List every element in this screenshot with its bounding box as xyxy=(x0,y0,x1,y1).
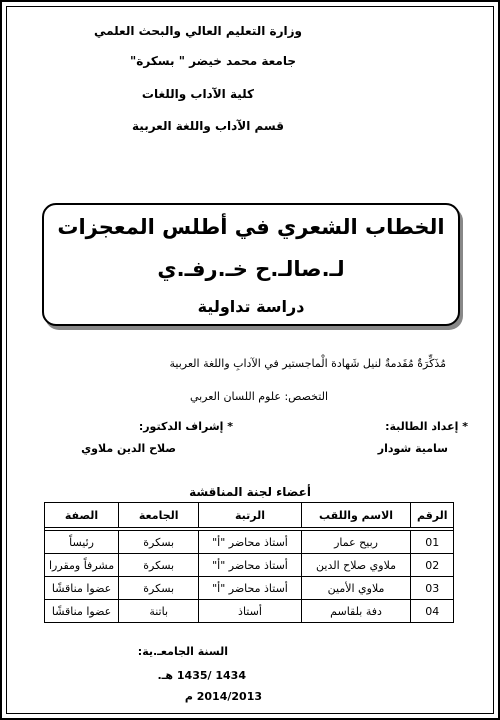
cell-rank: أستاذ محاضر "أ" xyxy=(199,577,301,600)
table-header-row xyxy=(45,503,454,528)
cell-university: بسكرة xyxy=(119,554,199,577)
table-row xyxy=(45,600,454,623)
table-row xyxy=(45,531,454,554)
table-row xyxy=(45,554,454,577)
thesis-title: الخطاب الشعري في أطلس المعجزات xyxy=(57,215,445,239)
ministry-name: وزارة التعليم العالي والبحث العلمي xyxy=(93,24,302,38)
supervisor-label: * إشراف الدكتور: xyxy=(138,420,233,433)
cell-name: ملاوي الأمين xyxy=(301,577,411,600)
cell-name: ربيح عمار xyxy=(301,531,411,554)
thesis-subtitle: دراسة تداولية xyxy=(197,297,305,316)
cell-university: باتنة xyxy=(119,600,199,623)
academic-year-gregorian: 2014/2013 م xyxy=(184,690,262,703)
prepared-by-label: * إعداد الطالبة: xyxy=(385,420,468,433)
university-name: جامعة محمد خيضر " بسكرة" xyxy=(130,54,296,68)
committee-title: أعضاء لجنة المناقشة xyxy=(189,485,311,499)
faculty-name: كلية الآداب واللغات xyxy=(141,87,254,101)
cell-number: 03 xyxy=(411,577,454,600)
memo-description: مُذَكِّرَةٌ مُقَدمةٌ لنيل شَهادة الْماجستير في الآدابِ واللغة العربية xyxy=(169,357,446,370)
cell-role: مشرفاً ومقررا xyxy=(45,554,119,577)
cell-rank: أستاذ محاضر "أ" xyxy=(199,554,301,577)
academic-year-hijri: 1434 /1435 هـ. xyxy=(157,669,246,682)
cell-rank: أستاذ xyxy=(199,600,301,623)
cell-rank: أستاذ محاضر "أ" xyxy=(199,531,301,554)
cell-name: ملاوي صلاح الدين xyxy=(301,554,411,577)
cell-role: رئيساً xyxy=(45,531,119,554)
department-name: قسم الآداب واللغة العربية xyxy=(132,119,284,133)
cell-role: عضوا مناقشًا xyxy=(45,600,119,623)
thesis-title-box xyxy=(42,203,460,326)
cell-name: دفة بلقاسم xyxy=(301,600,411,623)
header-role: الصفة xyxy=(45,503,119,528)
header-name: الاسم واللقب xyxy=(301,503,411,528)
header-university: الجامعة xyxy=(119,503,199,528)
header-number: الرقم xyxy=(411,503,454,528)
cell-role: عضوا مناقشًا xyxy=(45,577,119,600)
specialization: التخصص: علوم اللسان العربي xyxy=(189,390,328,403)
cell-number: 01 xyxy=(411,531,454,554)
table-row xyxy=(45,577,454,600)
committee-table xyxy=(44,502,454,623)
cell-number: 02 xyxy=(411,554,454,577)
header-rank: الرتبة xyxy=(199,503,301,528)
cell-number: 04 xyxy=(411,600,454,623)
cell-university: بسكرة xyxy=(119,577,199,600)
student-name: سامية شودار xyxy=(377,442,448,455)
cell-university: بسكرة xyxy=(119,531,199,554)
supervisor-name: صلاح الدين ملاوي xyxy=(81,442,176,455)
academic-year-label: السنة الجامعـ.ية: xyxy=(137,645,228,658)
thesis-author-subject: لـ.صالـ.ح خـ.رفـ.ي xyxy=(157,257,345,281)
